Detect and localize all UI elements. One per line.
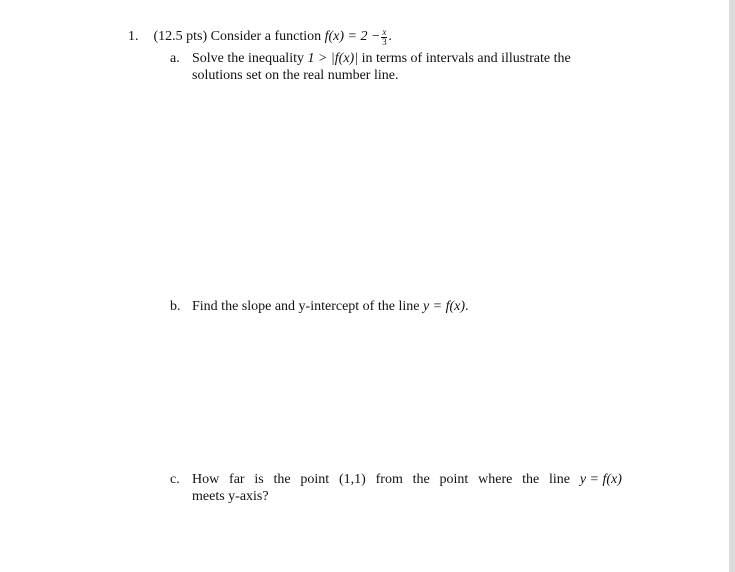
part-c-word: line (549, 472, 571, 487)
fraction-numerator: x (382, 27, 387, 37)
part-b-text1: Find the slope and y-intercept of the line (192, 299, 420, 314)
part-c-line2: meets y-axis? (192, 489, 269, 504)
part-a-text2: in terms of intervals and illustrate the (361, 51, 571, 66)
part-c-label: c. (170, 472, 180, 487)
function-definition: f(x) = 2 − (324, 29, 381, 44)
question-header (128, 28, 392, 47)
part-c-word: is (254, 472, 264, 487)
part-a-label: a. (170, 51, 180, 66)
part-b-equation: y = f(x) (422, 299, 466, 314)
part-b-label: b. (170, 299, 181, 314)
part-a-inequality: 1 > |f(x)| (307, 51, 359, 66)
part-a-text1: Solve the inequality (192, 51, 304, 66)
question-intro: Consider a function (210, 29, 322, 44)
part-c-word: point (439, 472, 469, 487)
question-points: (12.5 pts) (153, 29, 208, 44)
question-period: . (388, 29, 392, 44)
fraction-denominator: 3 (382, 37, 387, 47)
part-b-line1 (192, 298, 469, 316)
question-number: 1. (128, 29, 139, 44)
part-c-word: the (273, 472, 291, 487)
part-c-equation: y = f(x) (579, 472, 622, 487)
part-c-word: the (522, 472, 540, 487)
part-c-word: the (412, 472, 430, 487)
fraction-x-over-3 (381, 28, 387, 47)
part-b-period: . (465, 299, 469, 314)
part-c-word: How (192, 472, 220, 487)
part-c-word: point (300, 472, 330, 487)
part-a-line1 (192, 50, 571, 68)
part-a-line2: solutions set on the real number line. (192, 68, 399, 83)
part-c-word: far (229, 472, 245, 487)
part-c-word: from (375, 472, 403, 487)
page-edge (729, 0, 735, 572)
part-c-word: (1,1) (339, 472, 366, 487)
part-c-word: where (478, 472, 513, 487)
part-c-line1 (192, 471, 622, 489)
